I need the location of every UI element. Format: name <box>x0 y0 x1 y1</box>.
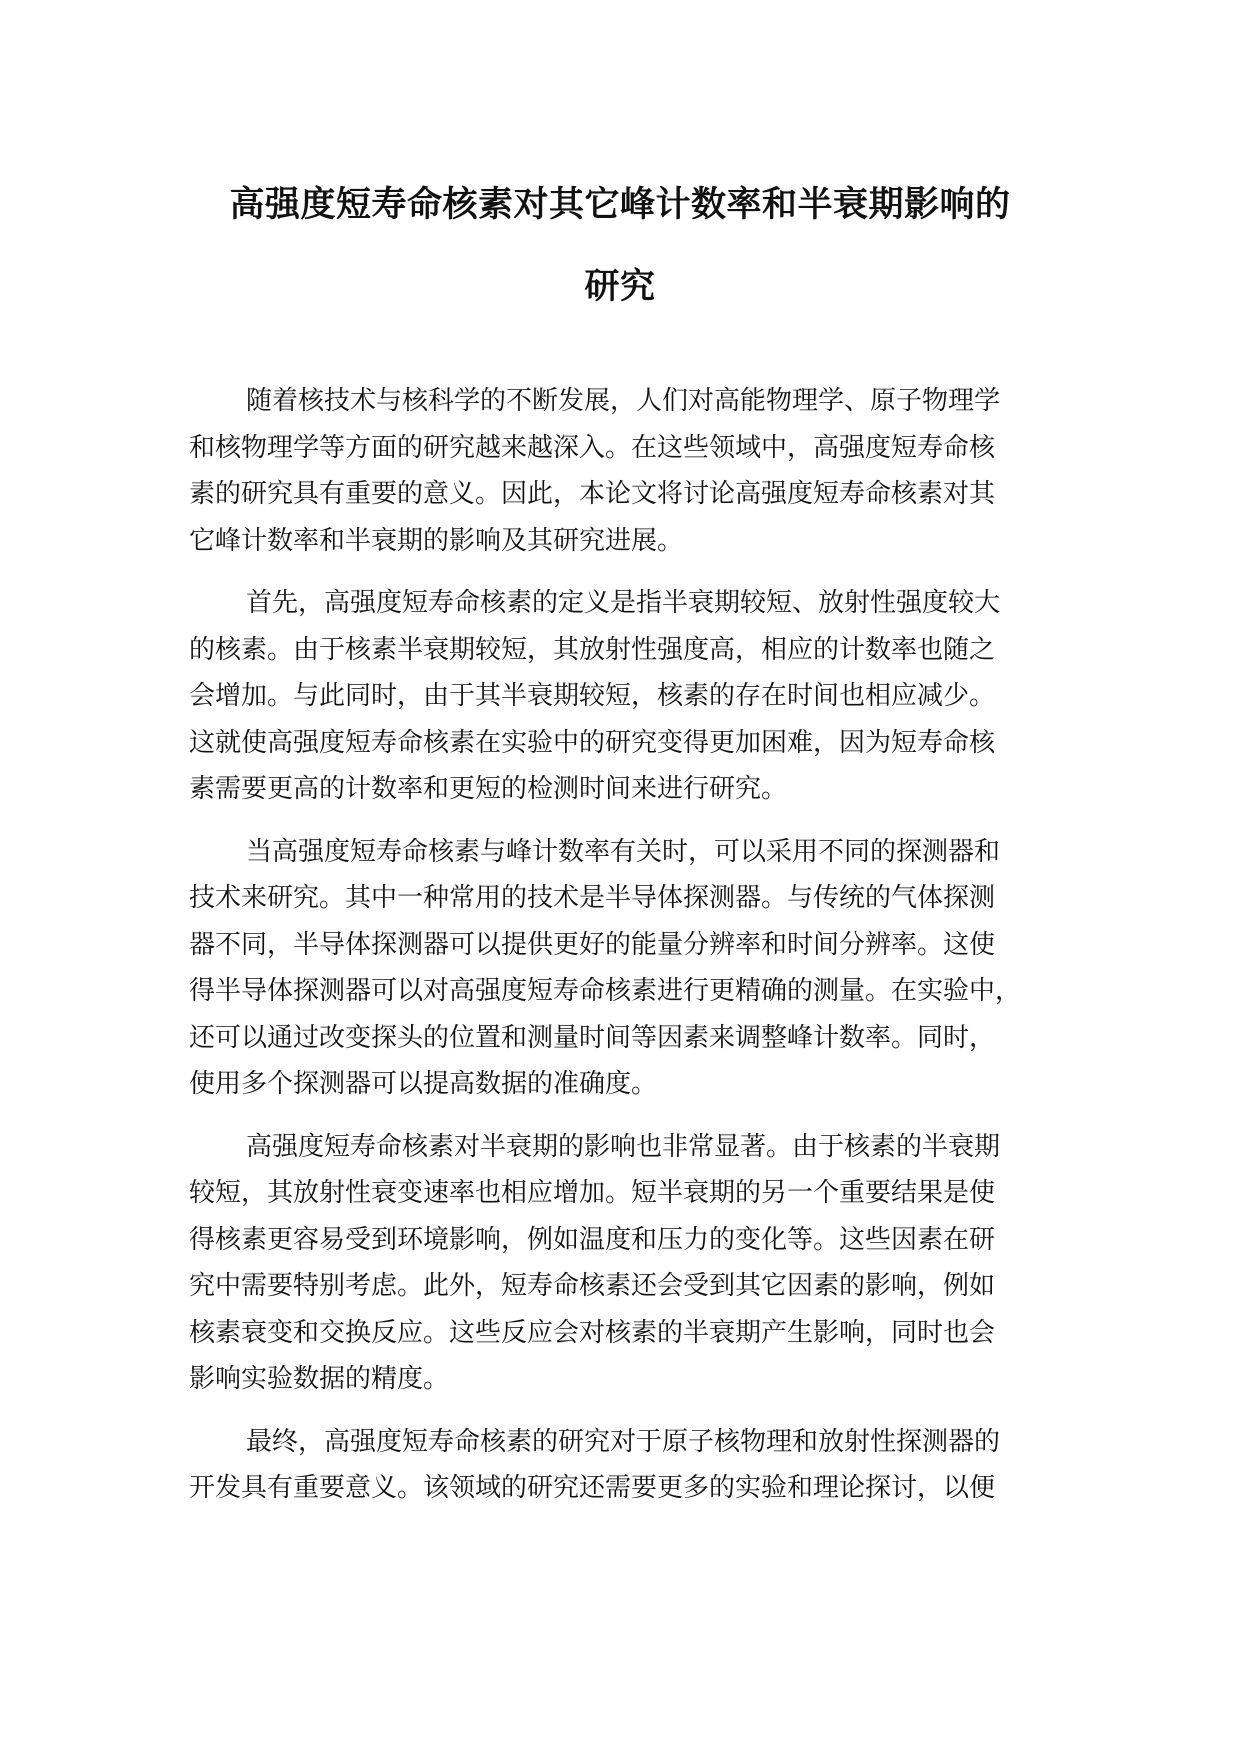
paragraph-line: 会增加。与此同时，由于其半衰期较短，核素的存在时间也相应减少。 <box>189 681 996 711</box>
paragraph-line: 素需要更高的计数率和更短的检测时间来进行研究。 <box>189 774 788 804</box>
paragraph-line: 还可以通过改变探头的位置和测量时间等因素来调整峰计数率。同时， <box>189 1022 996 1053</box>
paragraph-5 <box>189 1419 1089 1512</box>
paragraph-line: 得核素更容易受到环境影响，例如温度和压力的变化等。这些因素在研 <box>189 1224 996 1255</box>
paragraph-line: 核素衰变和交换反应。这些反应会对核素的半衰期产生影响，同时也会 <box>189 1317 996 1348</box>
paragraph-line: 较短，其放射性衰变速率也相应增加。短半衰期的另一个重要结果是使 <box>189 1178 996 1208</box>
paragraph-line: 得半导体探测器可以对高强度短寿命核素进行更精确的测量。在实验中， <box>189 976 1022 1006</box>
paragraph-line: 它峰计数率和半衰期的影响及其研究进展。 <box>189 525 684 556</box>
paragraph-1 <box>189 378 1089 564</box>
paragraph-line: 究中需要特别考虑。此外，短寿命核素还会受到其它因素的影响，例如 <box>189 1271 996 1301</box>
paragraph-line: 最终，高强度短寿命核素的研究对于原子核物理和放射性探测器的 <box>246 1426 1001 1457</box>
paragraph-4 <box>189 1124 1089 1403</box>
paragraph-line: 影响实验数据的精度。 <box>189 1364 450 1394</box>
document-title-line-1: 高强度短寿命核素对其它峰计数率和半衰期影响的 <box>229 185 1011 225</box>
paragraph-line: 技术来研究。其中一种常用的技术是半导体探测器。与传统的气体探测 <box>189 883 996 913</box>
paragraph-line: 器不同，半导体探测器可以提供更好的能量分辨率和时间分辨率。这使 <box>189 929 996 960</box>
paragraph-line: 当高强度短寿命核素与峰计数率有关时，可以采用不同的探测器和 <box>246 836 1001 867</box>
paragraph-line: 高强度短寿命核素对半衰期的影响也非常显著。由于核素的半衰期 <box>246 1131 1001 1162</box>
paragraph-line: 开发具有重要意义。该领域的研究还需要更多的实验和理论探讨，以便 <box>189 1473 996 1503</box>
paragraph-line: 这就使高强度短寿命核素在实验中的研究变得更加困难，因为短寿命核 <box>189 727 996 758</box>
paragraph-line: 使用多个探测器可以提高数据的准确度。 <box>189 1069 658 1099</box>
document-title-line-2: 研究 <box>584 267 656 307</box>
paragraph-3 <box>189 829 1089 1108</box>
paragraph-line: 的核素。由于核素半衰期较短，其放射性强度高，相应的计数率也随之 <box>189 634 996 665</box>
document-body <box>189 378 1089 1528</box>
paragraph-line: 首先，高强度短寿命核素的定义是指半衰期较短、放射性强度较大 <box>246 588 1001 618</box>
paragraph-line: 素的研究具有重要的意义。因此，本论文将讨论高强度短寿命核素对其 <box>189 479 996 509</box>
paragraph-line: 和核物理学等方面的研究越来越深入。在这些领域中，高强度短寿命核 <box>189 432 996 463</box>
paragraph-2 <box>189 580 1089 813</box>
paragraph-line: 随着核技术与核科学的不断发展，人们对高能物理学、原子物理学 <box>246 386 1001 416</box>
